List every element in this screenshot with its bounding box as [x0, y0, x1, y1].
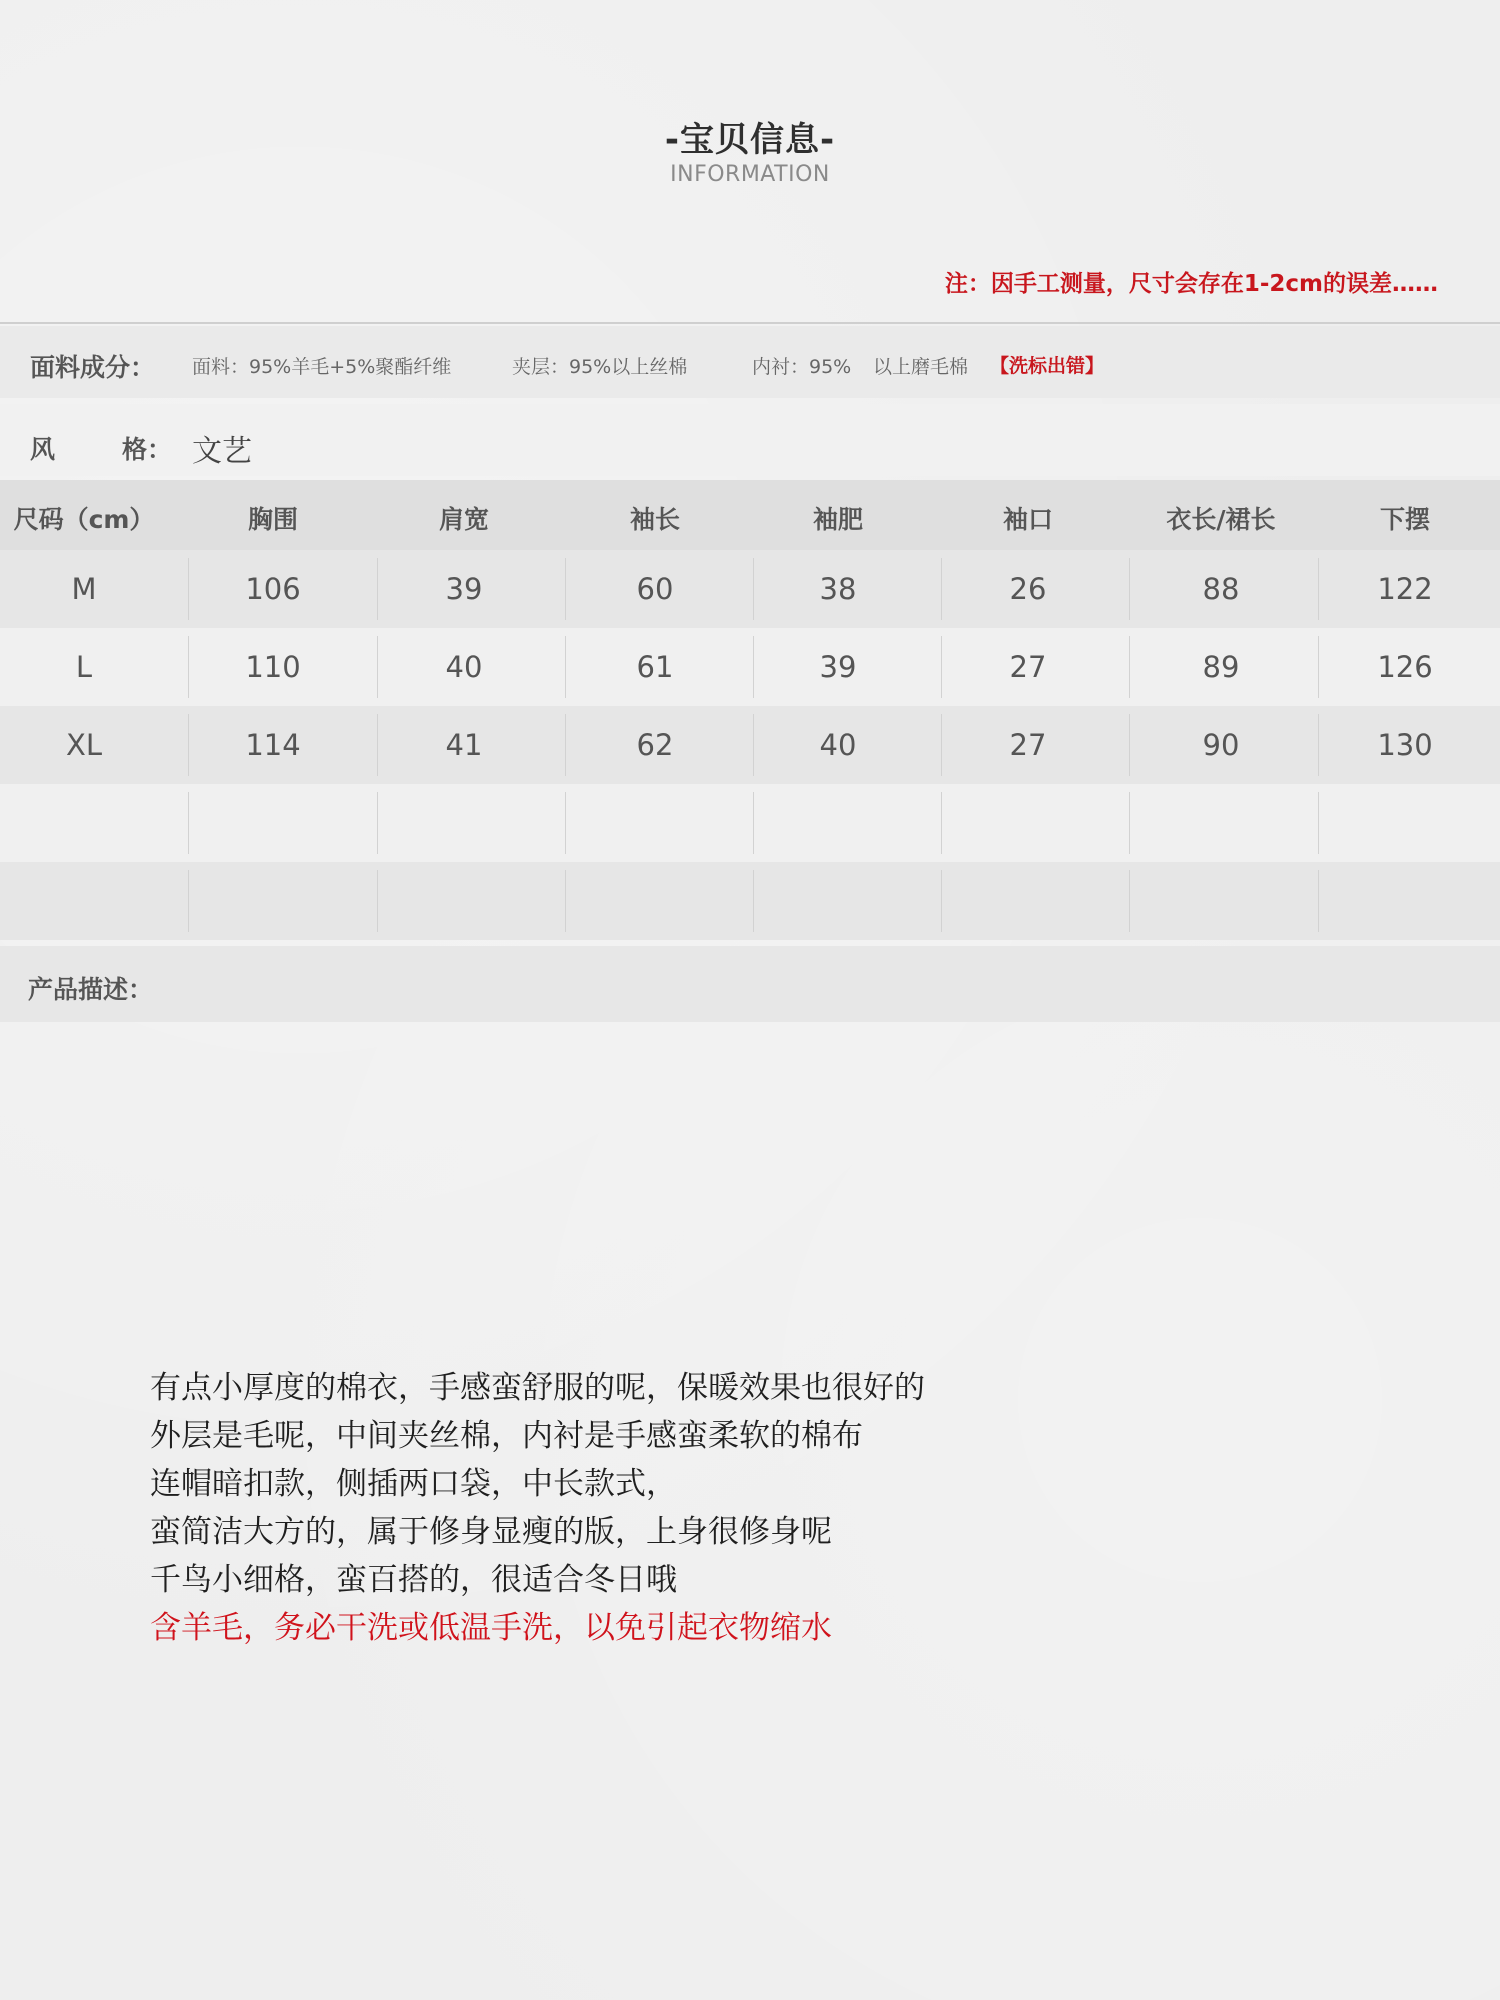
description-line: 连帽暗扣款，侧插两口袋，中长款式， [150, 1466, 677, 1502]
header-sleeve-length: 袖长 [629, 505, 680, 534]
cell-size: M [71, 572, 97, 606]
cell-length: 88 [1202, 572, 1240, 606]
header-shoulder: 肩宽 [438, 505, 489, 534]
description-line: 有点小厚度的棉衣，手感蛮舒服的呢，保暖效果也很好的 [150, 1370, 925, 1406]
column-divider [188, 870, 189, 932]
table-row [0, 862, 1500, 940]
column-divider [1129, 714, 1130, 776]
style-value: 文艺 [192, 434, 252, 469]
cell-hem: 130 [1377, 728, 1433, 762]
column-divider [565, 792, 566, 854]
cell-length: 89 [1202, 650, 1240, 684]
column-divider [1318, 792, 1319, 854]
cell-cuff: 26 [1009, 572, 1047, 606]
style-row [0, 404, 1500, 476]
column-divider [377, 792, 378, 854]
section-title: -宝贝信息- [664, 120, 836, 160]
fabric-label: 面料成分： [30, 353, 156, 382]
fabric-row [0, 326, 1500, 398]
column-divider [753, 870, 754, 932]
header-size: 尺码（cm） [13, 505, 155, 534]
cell-shoulder: 40 [445, 650, 483, 684]
header-chest: 胸围 [247, 505, 298, 534]
cell-cuff: 27 [1009, 728, 1047, 762]
cell-shoulder: 39 [445, 572, 483, 606]
column-divider [377, 870, 378, 932]
column-divider [1129, 870, 1130, 932]
description-label: 产品描述： [28, 975, 154, 1004]
fabric-warning: 【洗标出错】 [990, 355, 1105, 377]
table-row [0, 706, 1500, 784]
cell-length: 90 [1202, 728, 1240, 762]
cell-size: XL [65, 728, 103, 762]
cell-hem: 122 [1377, 572, 1433, 606]
fabric-lining-a: 内衬：95% [752, 356, 852, 378]
column-divider [753, 792, 754, 854]
description-text [150, 1364, 925, 1652]
header-cuff: 袖口 [1002, 505, 1053, 534]
measurement-note: 注：因手工测量，尺寸会存在1-2cm的误差…… [944, 271, 1438, 297]
cell-hem: 126 [1377, 650, 1433, 684]
fabric-shell: 面料：95%羊毛+5%聚酯纤维 [192, 356, 452, 378]
column-divider [188, 792, 189, 854]
cell-chest: 106 [245, 572, 301, 606]
cell-sleeve-width: 38 [819, 572, 857, 606]
style-label-part1: 风 [30, 435, 56, 464]
column-divider [565, 870, 566, 932]
column-divider [1129, 792, 1130, 854]
column-divider [1129, 636, 1130, 698]
cell-sleeve-length: 62 [636, 728, 674, 762]
fabric-lining-b: 以上磨毛棉 [873, 356, 969, 378]
cell-chest: 114 [245, 728, 301, 762]
table-row [0, 550, 1500, 628]
section-subtitle: INFORMATION [670, 162, 830, 187]
description-line: 蛮简洁大方的，属于修身显瘦的版，上身很修身呢 [150, 1514, 832, 1550]
care-warning-line: 含羊毛，务必干洗或低温手洗，以免引起衣物缩水 [150, 1610, 832, 1646]
cell-shoulder: 41 [445, 728, 483, 762]
cell-sleeve-width: 40 [819, 728, 857, 762]
cell-chest: 110 [245, 650, 301, 684]
column-divider [941, 792, 942, 854]
header-hem: 下摆 [1379, 505, 1430, 534]
column-divider [1318, 870, 1319, 932]
fabric-padding: 夹层：95%以上丝棉 [512, 356, 688, 378]
cell-cuff: 27 [1009, 650, 1047, 684]
cell-sleeve-length: 61 [636, 650, 674, 684]
column-divider [941, 870, 942, 932]
table-row [0, 784, 1500, 862]
table-row [0, 628, 1500, 706]
description-line: 千鸟小细格，蛮百搭的，很适合冬日哦 [150, 1562, 677, 1598]
cell-sleeve-width: 39 [819, 650, 857, 684]
divider [0, 322, 1500, 324]
cell-sleeve-length: 60 [636, 572, 674, 606]
header-sleeve-width: 袖肥 [812, 505, 863, 534]
header-length: 衣长/裙长 [1166, 505, 1276, 534]
column-divider [1129, 558, 1130, 620]
size-table-header [0, 480, 1500, 550]
description-row [0, 946, 1500, 1022]
style-label-part2: 格： [122, 435, 173, 464]
size-table [0, 480, 1500, 940]
cell-size: L [75, 650, 93, 684]
description-line: 外层是毛呢，中间夹丝棉，内衬是手感蛮柔软的棉布 [150, 1418, 863, 1454]
